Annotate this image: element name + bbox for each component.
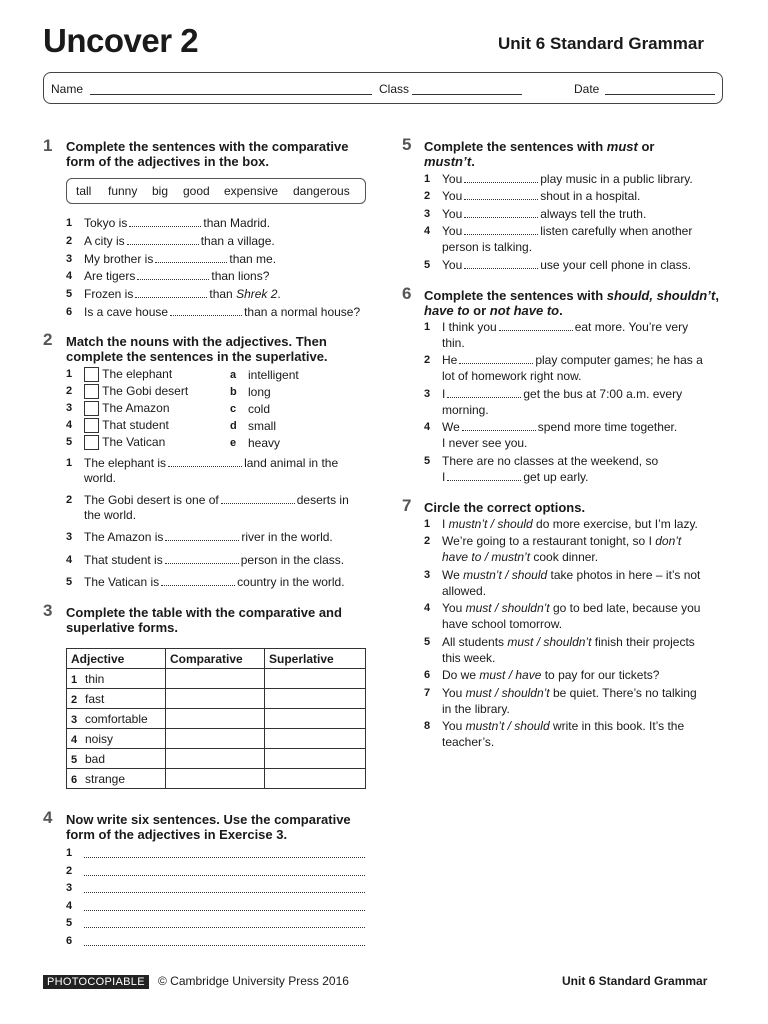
answer-gap[interactable] <box>464 268 538 269</box>
exercise-5-title: Complete the sentences with must or mustn’t. <box>424 139 655 169</box>
noun-item: 4 That student <box>66 418 169 432</box>
exercise-number: 6 <box>402 284 412 303</box>
comparison-table <box>66 648 366 789</box>
option-choice[interactable]: must / shouldn’t <box>465 601 550 615</box>
exercise-7-title: Circle the correct options. <box>424 500 586 515</box>
answer-gap[interactable] <box>129 226 201 227</box>
adjective-item: c cold <box>230 402 271 416</box>
exercise-number: 7 <box>402 496 412 515</box>
unit-title: Unit 6 Standard Grammar <box>498 34 704 53</box>
name-label: Name <box>51 82 84 96</box>
exercise-6-item: 4 We spend more time together. I never see you. <box>424 420 678 450</box>
class-field[interactable] <box>412 94 522 95</box>
answer-gap[interactable] <box>462 430 536 431</box>
exercise-1-title: Complete the sentences with the comparative form of the adjectives in the box. <box>66 139 349 169</box>
word-box <box>66 178 366 204</box>
superlative-cell[interactable] <box>265 729 366 749</box>
match-checkbox[interactable] <box>84 367 99 382</box>
table-row: 6 strange <box>67 769 366 789</box>
exercise-number: 4 <box>43 808 53 827</box>
answer-gap[interactable] <box>165 540 239 541</box>
class-label: Class <box>379 82 410 96</box>
exercise-7-item: 2 We’re going to a restaurant tonight, so I don’t have to / mustn’t cook dinner. <box>424 534 682 564</box>
column-header: Adjective <box>67 649 166 669</box>
superlative-cell[interactable] <box>265 709 366 729</box>
superlative-cell[interactable] <box>265 669 366 689</box>
match-checkbox[interactable] <box>84 435 99 450</box>
word: funny <box>108 184 138 198</box>
exercise-7-item: 5 All students must / shouldn’t finish their projects this week. <box>424 635 695 665</box>
table-header-row <box>67 649 366 669</box>
comparative-cell[interactable] <box>166 769 265 789</box>
word: expensive <box>224 184 279 198</box>
exercise-number: 2 <box>43 330 53 349</box>
answer-gap[interactable] <box>161 585 235 586</box>
comparative-cell[interactable] <box>166 669 265 689</box>
table-row: 4 noisy <box>67 729 366 749</box>
superlative-cell[interactable] <box>265 689 366 709</box>
date-label: Date <box>574 82 600 96</box>
exercise-6-item: 3 I get the bus at 7:00 a.m. every morning. <box>424 387 683 417</box>
word: tall <box>76 184 92 198</box>
table-row: 2 fast <box>67 689 366 709</box>
answer-gap[interactable] <box>170 315 242 316</box>
exercise-number: 1 <box>43 136 53 155</box>
date-field[interactable] <box>605 94 715 95</box>
option-choice[interactable]: must / shouldn’t <box>465 686 550 700</box>
writing-line[interactable] <box>84 945 365 946</box>
writing-line[interactable] <box>84 927 365 928</box>
exercise-number: 3 <box>43 601 53 620</box>
answer-gap[interactable] <box>127 244 199 245</box>
writing-line[interactable] <box>84 910 365 911</box>
exercise-7-item: 7 You must / shouldn’t be quiet. There’s no talking in the library. <box>424 686 697 716</box>
table-row: 3 comfortable <box>67 709 366 729</box>
match-checkbox[interactable] <box>84 418 99 433</box>
exercise-2-item: 1 The elephant is land animal in the world. <box>66 456 339 485</box>
word: big <box>152 184 169 198</box>
answer-gap[interactable] <box>221 503 295 504</box>
answer-gap[interactable] <box>447 480 521 481</box>
adjective-item: b long <box>230 385 271 399</box>
answer-gap[interactable] <box>459 363 533 364</box>
word: good <box>183 184 210 198</box>
writing-line[interactable] <box>84 857 365 858</box>
writing-line[interactable] <box>84 892 365 893</box>
adjective-item: e heavy <box>230 436 281 450</box>
answer-gap[interactable] <box>464 182 538 183</box>
exercise-4-title: Now write six sentences. Use the comparative form of the adjectives in Exercise 3. <box>66 812 351 842</box>
column-header: Superlative <box>265 649 366 669</box>
superlative-cell[interactable] <box>265 769 366 789</box>
option-choice[interactable]: mustn’t / should <box>463 568 548 582</box>
exercise-6-item: 2 He play computer games; he has a lot of homework right now. <box>424 353 703 383</box>
student-info-box <box>43 72 723 104</box>
comparative-cell[interactable] <box>166 689 265 709</box>
exercise-6-item: 1 I think you eat more. You’re very thin. <box>424 320 689 350</box>
answer-gap[interactable] <box>464 199 538 200</box>
option-choice[interactable]: mustn’t / should <box>465 719 550 733</box>
superlative-cell[interactable] <box>265 749 366 769</box>
logo: Uncover 2 <box>43 22 199 59</box>
exercise-2-item: 2 The Gobi desert is one of deserts in the world. <box>66 493 349 522</box>
option-choice[interactable]: have to / mustn’t <box>442 550 531 564</box>
noun-item: 3 The Amazon <box>66 401 170 415</box>
exercise-number: 5 <box>402 135 412 154</box>
answer-gap[interactable] <box>447 397 521 398</box>
exercise-3-title: Complete the table with the comparative and superlative forms. <box>66 605 342 635</box>
noun-item: 1 The elephant <box>66 367 173 381</box>
answer-gap[interactable] <box>135 297 207 298</box>
answer-gap[interactable] <box>155 262 227 263</box>
exercise-7-item: 3 We mustn’t / should take photos in here – it’s not allowed. <box>424 568 701 598</box>
option-choice[interactable]: mustn’t / should <box>448 517 533 531</box>
comparative-cell[interactable] <box>166 749 265 769</box>
answer-gap[interactable] <box>165 563 239 564</box>
adjective-item: a intelligent <box>230 368 299 382</box>
answer-gap[interactable] <box>464 217 538 218</box>
noun-item: 2 The Gobi desert <box>66 384 189 398</box>
exercise-2-title: Match the nouns with the adjectives. Then complete the sentences in the superlative. <box>66 334 328 364</box>
writing-line[interactable] <box>84 875 365 876</box>
copyright-notice: © Cambridge University Press 2016 <box>158 974 349 988</box>
comparative-cell[interactable] <box>166 709 265 729</box>
answer-gap[interactable] <box>499 330 573 331</box>
answer-gap[interactable] <box>464 234 538 235</box>
match-checkbox[interactable] <box>84 384 99 399</box>
adjective-item: d small <box>230 419 277 433</box>
exercise-6-title: Complete the sentences with should, shouldn’t, have to or not have to. <box>424 288 719 318</box>
name-field[interactable] <box>90 94 372 95</box>
word: dangerous <box>293 184 350 198</box>
answer-gap[interactable] <box>137 279 209 280</box>
table-row: 5 bad <box>67 749 366 769</box>
footer-unit-title: Unit 6 Standard Grammar <box>562 974 708 988</box>
exercise-7-item: 8 You mustn’t / should write in this book. It’s the teacher’s. <box>424 719 685 749</box>
match-checkbox[interactable] <box>84 401 99 416</box>
table-row: 1 thin <box>67 669 366 689</box>
option-choice[interactable]: must / shouldn’t <box>507 635 592 649</box>
option-choice[interactable]: must / have <box>479 668 542 682</box>
exercise-6-item: 5 There are no classes at the weekend, so I get up early. <box>424 454 659 484</box>
noun-item: 5 The Vatican <box>66 435 166 449</box>
exercise-7-item: 4 You must / shouldn’t go to bed late, because you have school tomorrow. <box>424 601 701 631</box>
photocopiable-badge: PHOTOCOPIABLE <box>43 975 149 989</box>
column-header: Comparative <box>166 649 265 669</box>
comparative-cell[interactable] <box>166 729 265 749</box>
exercise-5-item: 4 You listen carefully when another person is talking. <box>424 224 693 254</box>
option-choice[interactable]: don’t <box>655 534 682 548</box>
answer-gap[interactable] <box>168 466 242 467</box>
